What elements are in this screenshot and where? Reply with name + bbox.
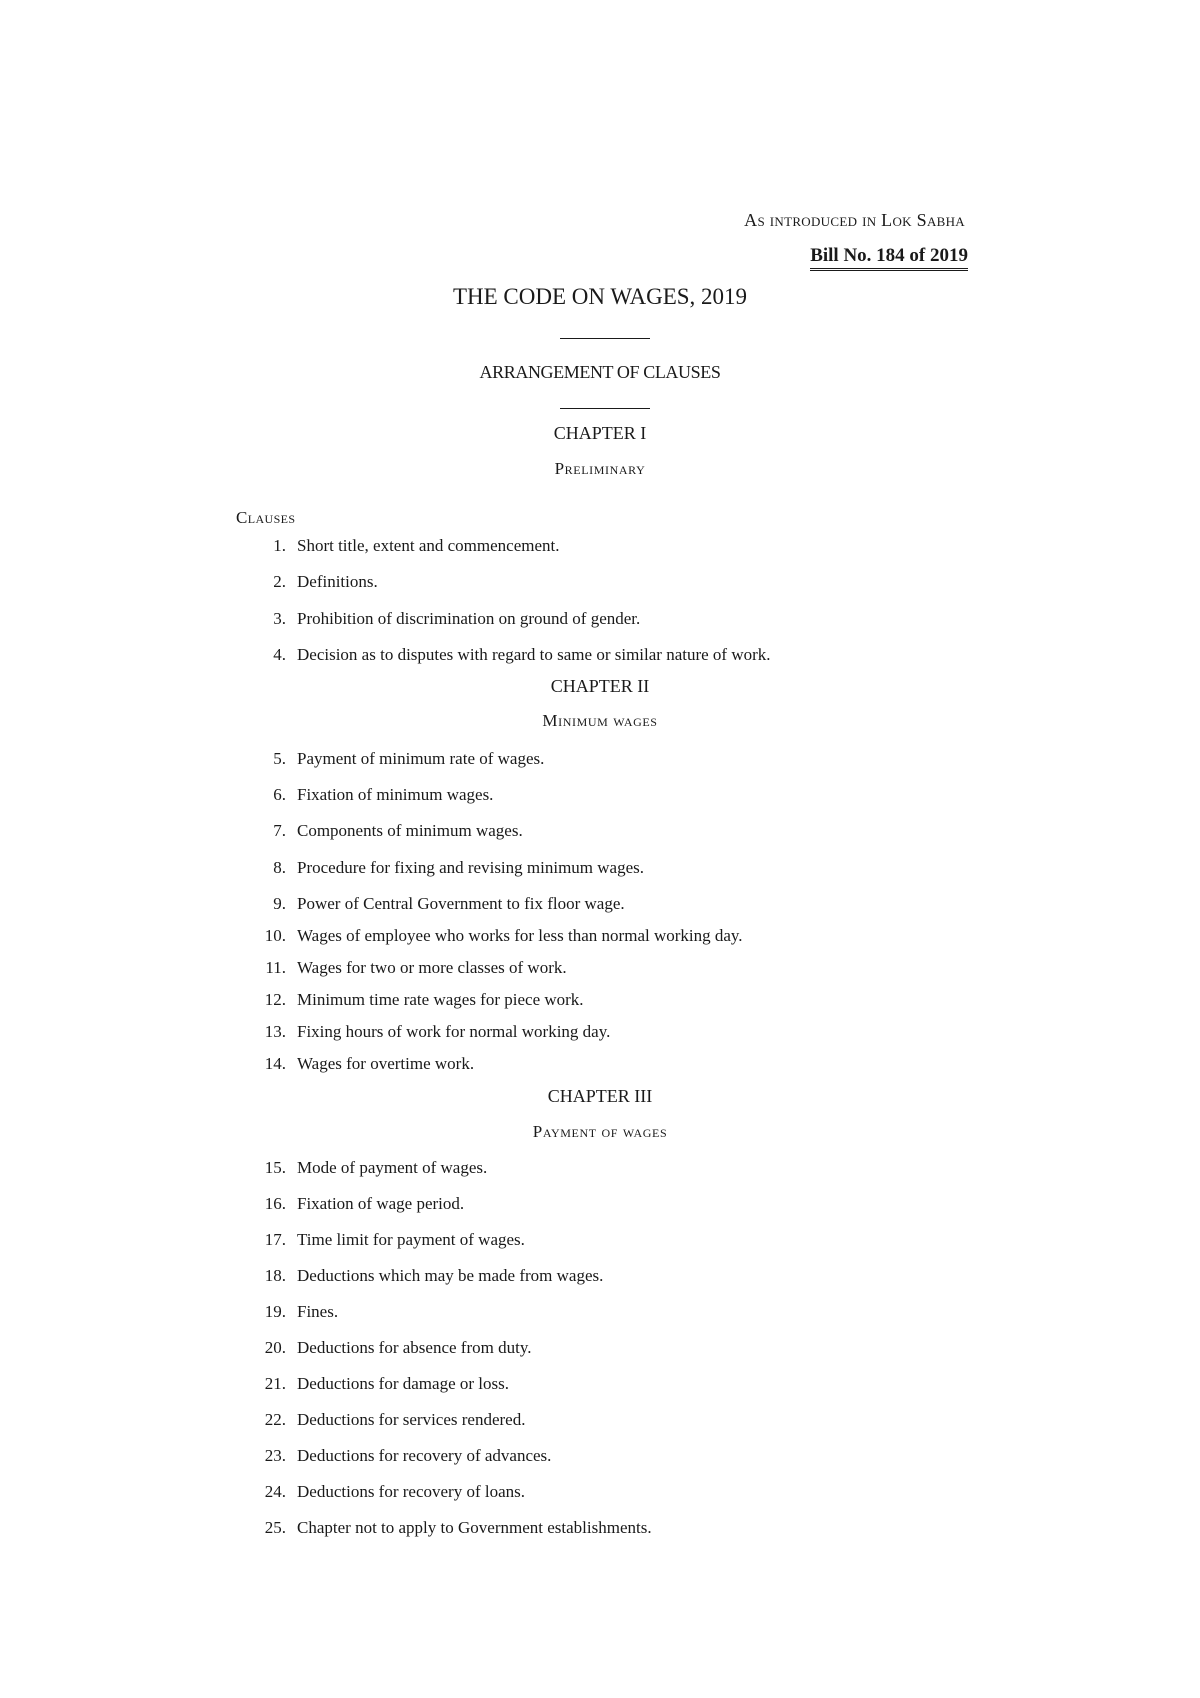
clause-title: Mode of payment of wages. bbox=[297, 1158, 488, 1177]
clause-number: 8. bbox=[273, 858, 286, 877]
clause-number: 3. bbox=[273, 609, 286, 628]
introduced-note: As introduced in Lok Sabha bbox=[744, 210, 965, 230]
chapter-subtitle: Preliminary bbox=[554, 459, 646, 478]
clause-title: Prohibition of discrimination on ground of gender. bbox=[297, 609, 641, 628]
clause-title: Power of Central Government to fix floor wage. bbox=[297, 894, 625, 913]
clause-title: Procedure for fixing and revising minimum wages. bbox=[297, 858, 645, 877]
clause-number: 5. bbox=[273, 749, 286, 768]
chapter-subtitle: Minimum wages bbox=[542, 711, 658, 730]
clause-number: 23. bbox=[264, 1446, 286, 1465]
clause-title: Short title, extent and commencement. bbox=[297, 536, 560, 555]
clause-title: Chapter not to apply to Government establishments. bbox=[297, 1518, 652, 1537]
chapter-heading: CHAPTER III bbox=[547, 1086, 653, 1106]
clause-number: 14. bbox=[264, 1054, 286, 1073]
clause-number: 15. bbox=[264, 1158, 286, 1177]
clause-title: Wages of employee who works for less than normal working day. bbox=[297, 926, 743, 945]
clause-title: Fines. bbox=[297, 1302, 339, 1321]
chapter-heading: CHAPTER II bbox=[550, 676, 650, 696]
clause-title: Wages for two or more classes of work. bbox=[297, 958, 567, 977]
clause-number: 6. bbox=[273, 785, 286, 804]
clause-number: 13. bbox=[264, 1022, 286, 1041]
clause-title: Deductions for services rendered. bbox=[297, 1410, 526, 1429]
clause-number: 11. bbox=[265, 958, 286, 977]
clause-title: Deductions for recovery of loans. bbox=[297, 1482, 526, 1501]
clauses-label: Clauses bbox=[236, 508, 296, 527]
clause-number: 24. bbox=[264, 1482, 286, 1501]
clause-number: 7. bbox=[273, 821, 286, 840]
clause-title: Fixation of wage period. bbox=[297, 1194, 465, 1213]
clause-number: 18. bbox=[264, 1266, 286, 1285]
clause-title: Deductions for recovery of advances. bbox=[297, 1446, 552, 1465]
chapter-subtitle: Payment of wages bbox=[532, 1122, 668, 1141]
clause-number: 25. bbox=[264, 1518, 286, 1537]
clause-title: Time limit for payment of wages. bbox=[297, 1230, 525, 1249]
clause-number: 4. bbox=[273, 645, 286, 664]
clause-title: Deductions for damage or loss. bbox=[297, 1374, 509, 1393]
clause-title: Definitions. bbox=[297, 572, 378, 591]
clause-title: Deductions which may be made from wages. bbox=[297, 1266, 604, 1285]
clause-title: Components of minimum wages. bbox=[297, 821, 523, 840]
clause-number: 21. bbox=[264, 1374, 286, 1393]
clause-number: 1. bbox=[273, 536, 286, 555]
divider-rule bbox=[560, 408, 650, 409]
clause-number: 9. bbox=[273, 894, 286, 913]
clause-title: Wages for overtime work. bbox=[297, 1054, 475, 1073]
arrangement-heading: ARRANGEMENT OF CLAUSES bbox=[479, 362, 721, 382]
chapter-heading: CHAPTER I bbox=[553, 423, 647, 443]
divider-rule bbox=[560, 338, 650, 339]
clause-title: Payment of minimum rate of wages. bbox=[297, 749, 545, 768]
clause-number: 22. bbox=[264, 1410, 286, 1429]
clause-title: Fixation of minimum wages. bbox=[297, 785, 494, 804]
clause-title: Deductions for absence from duty. bbox=[297, 1338, 532, 1357]
document-title: THE CODE ON WAGES, 2019 bbox=[452, 284, 748, 309]
clause-title: Minimum time rate wages for piece work. bbox=[297, 990, 584, 1009]
clause-number: 20. bbox=[264, 1338, 286, 1357]
clause-number: 19. bbox=[264, 1302, 286, 1321]
clause-number: 17. bbox=[264, 1230, 286, 1249]
clause-number: 2. bbox=[273, 572, 286, 591]
bill-number: Bill No. 184 of 2019 bbox=[810, 245, 968, 271]
clause-number: 10. bbox=[264, 926, 286, 945]
clause-title: Decision as to disputes with regard to same or similar nature of work. bbox=[297, 645, 771, 664]
clause-title: Fixing hours of work for normal working day. bbox=[297, 1022, 611, 1041]
clause-number: 12. bbox=[264, 990, 286, 1009]
clause-number: 16. bbox=[264, 1194, 286, 1213]
